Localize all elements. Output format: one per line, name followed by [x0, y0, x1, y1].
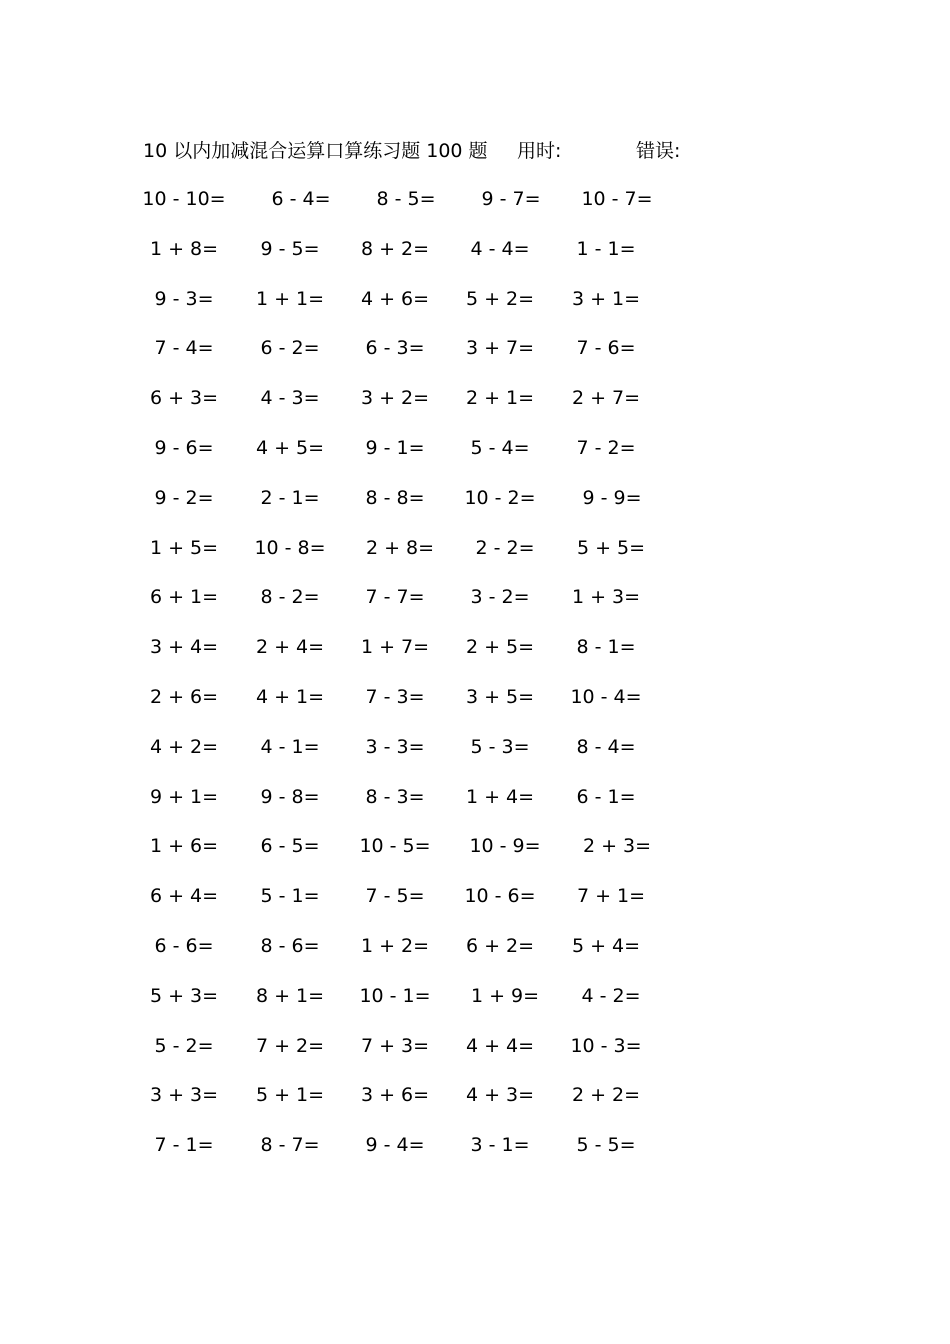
arithmetic-problem: 4 + 1= [255, 685, 325, 708]
problem-row [0, 1129, 950, 1179]
arithmetic-problem: 4 + 5= [255, 436, 325, 459]
arithmetic-problem: 5 - 1= [260, 885, 320, 908]
problem-row [0, 830, 950, 880]
arithmetic-problem: 9 - 9= [582, 486, 642, 509]
problem-row [0, 382, 950, 432]
arithmetic-problem: 1 + 7= [360, 636, 430, 659]
arithmetic-problem: 10 - 2= [464, 486, 536, 509]
arithmetic-problem: 3 + 2= [360, 387, 430, 410]
arithmetic-problem: 9 - 5= [260, 237, 320, 260]
arithmetic-problem: 7 - 2= [576, 436, 636, 459]
arithmetic-problem: 10 - 4= [570, 685, 642, 708]
problem-grid [0, 183, 950, 1179]
arithmetic-problem: 6 - 6= [154, 934, 214, 957]
problem-row [0, 1079, 950, 1129]
problem-row [0, 1030, 950, 1080]
arithmetic-problem: 2 + 6= [149, 685, 219, 708]
arithmetic-problem: 8 - 2= [260, 586, 320, 609]
arithmetic-problem: 7 - 7= [365, 586, 425, 609]
problem-row [0, 283, 950, 333]
arithmetic-problem: 1 + 3= [571, 586, 641, 609]
arithmetic-problem: 8 - 6= [260, 934, 320, 957]
arithmetic-problem: 3 + 6= [360, 1084, 430, 1107]
arithmetic-problem: 2 + 4= [255, 636, 325, 659]
arithmetic-problem: 4 + 6= [360, 287, 430, 310]
problem-row [0, 482, 950, 532]
arithmetic-problem: 10 - 1= [359, 984, 431, 1007]
arithmetic-problem: 6 - 4= [271, 188, 331, 210]
worksheet-title: 10 以内加减混合运算口算练习题 100 题 [143, 140, 488, 162]
arithmetic-problem: 4 + 2= [149, 735, 219, 758]
worksheet-header [0, 136, 950, 166]
arithmetic-problem: 4 - 2= [581, 984, 641, 1007]
arithmetic-problem: 1 + 2= [360, 934, 430, 957]
arithmetic-problem: 5 - 2= [154, 1034, 214, 1057]
arithmetic-problem: 10 - 7= [581, 188, 653, 210]
arithmetic-problem: 2 + 3= [582, 835, 652, 858]
arithmetic-problem: 5 - 3= [470, 735, 530, 758]
arithmetic-problem: 2 + 5= [465, 636, 535, 659]
arithmetic-problem: 8 - 7= [260, 1134, 320, 1157]
arithmetic-problem: 2 - 2= [475, 536, 535, 559]
arithmetic-problem: 4 - 1= [260, 735, 320, 758]
error-label: 错误: [636, 140, 681, 162]
arithmetic-problem: 3 + 1= [571, 287, 641, 310]
arithmetic-problem: 6 - 1= [576, 785, 636, 808]
arithmetic-problem: 1 + 6= [149, 835, 219, 858]
arithmetic-problem: 5 - 5= [576, 1134, 636, 1157]
arithmetic-problem: 10 - 6= [464, 885, 536, 908]
problem-row [0, 233, 950, 283]
arithmetic-problem: 1 + 5= [149, 536, 219, 559]
arithmetic-problem: 7 - 4= [154, 337, 214, 360]
arithmetic-problem: 2 + 1= [465, 387, 535, 410]
arithmetic-problem: 8 - 8= [365, 486, 425, 509]
arithmetic-problem: 10 - 10= [142, 188, 226, 210]
arithmetic-problem: 1 + 1= [255, 287, 325, 310]
arithmetic-problem: 3 + 7= [465, 337, 535, 360]
arithmetic-problem: 2 + 7= [571, 387, 641, 410]
arithmetic-problem: 9 - 1= [365, 436, 425, 459]
arithmetic-problem: 3 + 4= [149, 636, 219, 659]
arithmetic-problem: 2 + 8= [365, 536, 435, 559]
arithmetic-problem: 4 + 4= [465, 1034, 535, 1057]
arithmetic-problem: 6 - 2= [260, 337, 320, 360]
arithmetic-problem: 1 + 9= [470, 984, 540, 1007]
arithmetic-problem: 7 + 2= [255, 1034, 325, 1057]
time-label: 用时: [517, 140, 562, 162]
arithmetic-problem: 6 + 4= [149, 885, 219, 908]
arithmetic-problem: 10 - 8= [254, 536, 326, 559]
arithmetic-problem: 4 - 4= [470, 237, 530, 260]
arithmetic-problem: 5 + 4= [571, 934, 641, 957]
problem-row [0, 631, 950, 681]
arithmetic-problem: 4 + 3= [465, 1084, 535, 1107]
arithmetic-problem: 5 + 5= [576, 536, 646, 559]
problem-row [0, 581, 950, 631]
arithmetic-problem: 8 - 1= [576, 636, 636, 659]
arithmetic-problem: 8 + 1= [255, 984, 325, 1007]
arithmetic-problem: 9 - 6= [154, 436, 214, 459]
arithmetic-problem: 5 + 1= [255, 1084, 325, 1107]
arithmetic-problem: 2 - 1= [260, 486, 320, 509]
arithmetic-problem: 5 - 4= [470, 436, 530, 459]
arithmetic-problem: 6 + 1= [149, 586, 219, 609]
problem-row [0, 432, 950, 482]
arithmetic-problem: 3 + 5= [465, 685, 535, 708]
arithmetic-problem: 6 + 2= [465, 934, 535, 957]
arithmetic-problem: 6 - 3= [365, 337, 425, 360]
arithmetic-problem: 1 + 8= [149, 237, 219, 260]
arithmetic-problem: 5 + 3= [149, 984, 219, 1007]
problem-row [0, 781, 950, 831]
arithmetic-problem: 9 - 2= [154, 486, 214, 509]
arithmetic-problem: 7 - 6= [576, 337, 636, 360]
arithmetic-problem: 6 + 3= [149, 387, 219, 410]
arithmetic-problem: 8 - 5= [376, 188, 436, 210]
arithmetic-problem: 10 - 9= [469, 835, 541, 858]
arithmetic-problem: 1 + 4= [465, 785, 535, 808]
arithmetic-problem: 7 + 1= [576, 885, 646, 908]
arithmetic-problem: 3 + 3= [149, 1084, 219, 1107]
arithmetic-problem: 1 - 1= [576, 237, 636, 260]
problem-row [0, 930, 950, 980]
arithmetic-problem: 9 - 8= [260, 785, 320, 808]
problem-row [0, 731, 950, 781]
problem-row [0, 183, 950, 233]
arithmetic-problem: 10 - 5= [359, 835, 431, 858]
arithmetic-problem: 9 + 1= [149, 785, 219, 808]
problem-row [0, 532, 950, 582]
arithmetic-problem: 7 + 3= [360, 1034, 430, 1057]
arithmetic-problem: 10 - 3= [570, 1034, 642, 1057]
problem-row [0, 681, 950, 731]
arithmetic-problem: 6 - 5= [260, 835, 320, 858]
arithmetic-problem: 5 + 2= [465, 287, 535, 310]
arithmetic-problem: 3 - 1= [470, 1134, 530, 1157]
problem-row [0, 980, 950, 1030]
arithmetic-problem: 9 - 7= [481, 188, 541, 210]
problem-row [0, 880, 950, 930]
arithmetic-problem: 8 + 2= [360, 237, 430, 260]
problem-row [0, 332, 950, 382]
arithmetic-problem: 9 - 4= [365, 1134, 425, 1157]
arithmetic-problem: 9 - 3= [154, 287, 214, 310]
arithmetic-problem: 8 - 3= [365, 785, 425, 808]
arithmetic-problem: 2 + 2= [571, 1084, 641, 1107]
arithmetic-problem: 7 - 5= [365, 885, 425, 908]
arithmetic-problem: 3 - 2= [470, 586, 530, 609]
arithmetic-problem: 3 - 3= [365, 735, 425, 758]
arithmetic-problem: 7 - 3= [365, 685, 425, 708]
arithmetic-problem: 4 - 3= [260, 387, 320, 410]
arithmetic-problem: 8 - 4= [576, 735, 636, 758]
arithmetic-problem: 7 - 1= [154, 1134, 214, 1157]
